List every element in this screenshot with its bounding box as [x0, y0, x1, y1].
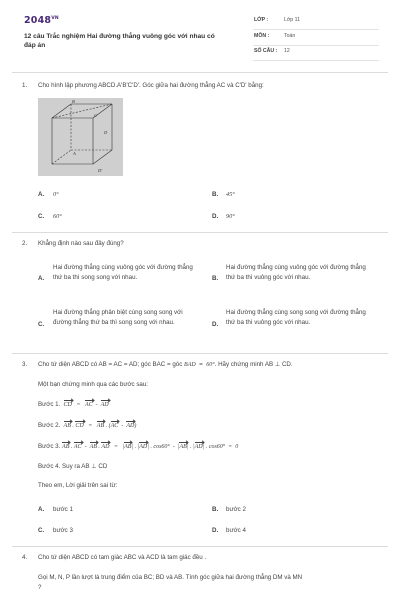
option-letter: A.	[38, 191, 45, 198]
question-text	[38, 361, 293, 369]
question-text: Cho hình lập phương ABCD.A'B'C'D'. Góc giữa hai đường thẳng AC và C'D' bằng:	[38, 82, 264, 89]
question-text-continued: ?	[38, 584, 42, 591]
option-letter: A.	[38, 275, 45, 282]
solution-step-1: Bước 1. CD = AC - AD	[38, 401, 109, 408]
option-d[interactable]: bước 4	[226, 527, 246, 534]
cube-diagram	[38, 98, 123, 176]
document-title: 12 câu Trắc nghiệm Hai đường thẳng vuông góc với nhau có đáp án	[24, 33, 215, 49]
option-d[interactable]: 90°	[226, 213, 235, 220]
option-d[interactable]: Hai đường thẳng cùng song song với đường thẳng thứ ba thì vuông góc với nhau.	[226, 309, 366, 327]
question-text: Khẳng định nào sau đây đúng?	[38, 240, 124, 247]
divider	[12, 232, 388, 233]
meta-value: Lớp 11	[284, 17, 300, 23]
logo-suffix: VN	[51, 15, 59, 21]
option-b[interactable]: 45°	[226, 191, 235, 198]
vertex-label: D'	[98, 168, 103, 173]
solution-step-4: Bước 4. Suy ra AB ⊥ CD	[38, 463, 108, 470]
option-c[interactable]: 60°	[53, 213, 62, 220]
meta-value: Toán	[284, 33, 296, 39]
option-b[interactable]: Hai đường thẳng cùng vuông góc với đường thẳng thứ ba thì vuông góc với nhau.	[226, 264, 366, 282]
option-letter: C.	[38, 321, 45, 328]
site-logo[interactable]	[24, 15, 59, 28]
logo-text: 2048	[24, 15, 52, 26]
option-c[interactable]: bước 3	[53, 527, 73, 534]
cube-figure	[38, 98, 123, 176]
meta-label: MÔN :	[254, 33, 270, 39]
option-letter: C.	[38, 213, 45, 220]
question-text-part: Cho tứ diện ABCD có AB = AC = AD; góc BAC = góc	[38, 361, 183, 368]
meta-grade	[253, 15, 379, 30]
angle-bad: BAD	[184, 362, 196, 368]
question-number: 3.	[22, 361, 28, 368]
option-c[interactable]: Hai đường thẳng phân biệt cùng song song với đường thẳng thứ ba thì song song với nhau.	[53, 309, 183, 327]
equals-sign: =	[199, 361, 203, 368]
step-label: Bước 2.	[38, 422, 61, 429]
question-text: Cho tứ diện ABCD có tam giác ABC và ACD là tam giác đều .	[38, 554, 207, 561]
step-label: Bước 3.	[38, 443, 61, 450]
solution-step-3: Bước 3. AB . AC - AB . AD = |AB| . |AD| . cos60° - |AB| . |AD| . cos60° = 0	[38, 443, 239, 450]
solution-intro: Một bạn chứng minh qua các bước sau:	[38, 381, 149, 388]
option-a[interactable]: 0°	[53, 191, 59, 198]
question-text-continued: Gọi M, N, P lần lượt là trung điểm của BC; BD và AB. Tính góc giữa hai đường thẳng DM và MN	[38, 574, 303, 581]
option-letter: C.	[38, 527, 45, 534]
meta-label: LỚP :	[254, 17, 269, 23]
option-letter: B.	[212, 275, 219, 282]
vertex-label: A	[73, 151, 76, 156]
option-letter: D.	[212, 213, 219, 220]
document-header	[0, 0, 400, 72]
vertex-label: B	[72, 99, 75, 104]
question-text-part: . Hãy chứng minh AB ⊥ CD.	[214, 361, 293, 368]
option-a[interactable]: bước 1	[53, 506, 73, 513]
question-number: 1.	[22, 82, 28, 89]
option-b[interactable]: bước 2	[226, 506, 246, 513]
option-letter: D.	[212, 527, 219, 534]
divider	[12, 72, 388, 73]
vertex-label: C	[94, 113, 98, 118]
question-number: 4.	[22, 554, 28, 561]
angle-value: 60°	[206, 362, 215, 368]
step-label: Bước 1.	[38, 401, 61, 408]
option-letter: D.	[212, 321, 219, 328]
question-prompt: Theo em, Lời giải trên sai từ:	[38, 482, 118, 489]
divider	[12, 353, 388, 354]
option-letter: A.	[38, 506, 45, 513]
meta-label: SỐ CÂU :	[254, 48, 278, 54]
question-number: 2.	[22, 240, 28, 247]
meta-subject	[253, 31, 379, 46]
option-letter: B.	[212, 191, 219, 198]
vertex-label: D	[104, 130, 108, 135]
meta-value: 12	[284, 48, 290, 54]
option-letter: B.	[212, 506, 219, 513]
divider	[12, 546, 388, 547]
meta-question-count	[253, 46, 379, 61]
solution-step-2: Bước 2. AB . CD = AB . (AC - AD)	[38, 422, 137, 429]
option-a[interactable]: Hai đường thẳng cùng vuông góc với đường thẳng thứ ba thì song song với nhau.	[53, 264, 193, 282]
